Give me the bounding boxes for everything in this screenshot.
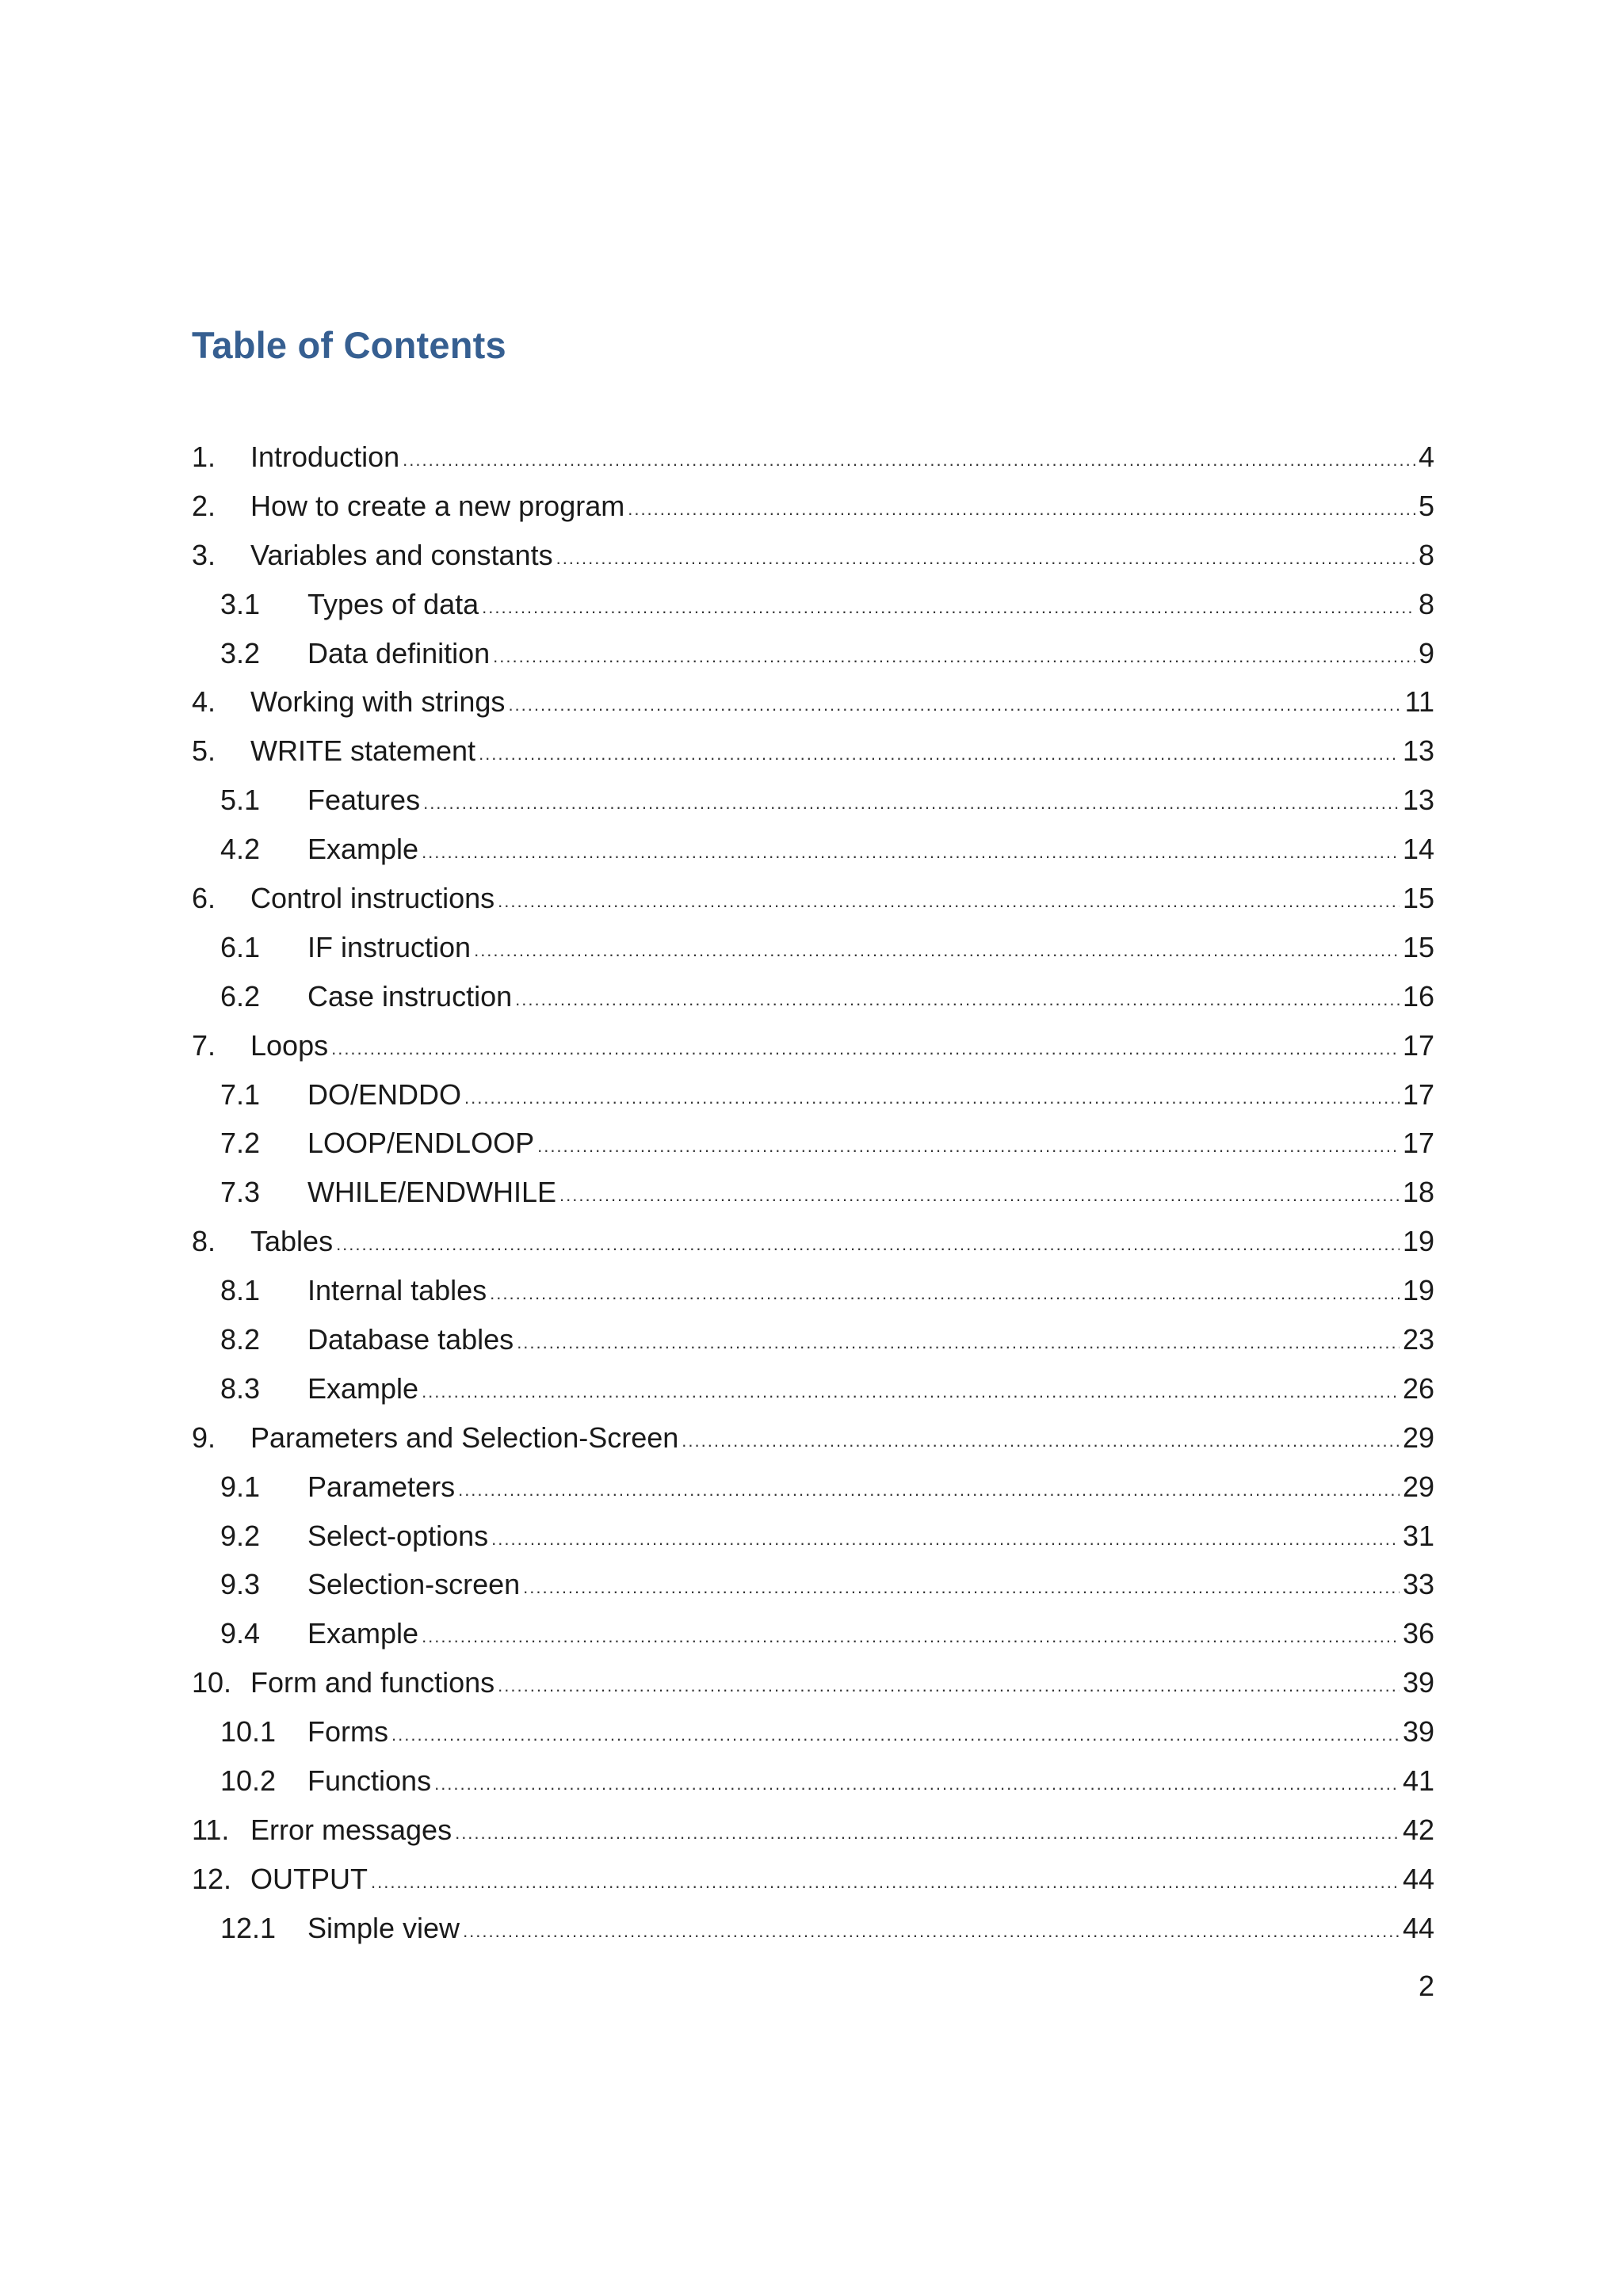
toc-entry-page: 33 (1402, 1568, 1434, 1601)
toc-entry[interactable] (192, 433, 1434, 482)
toc-dot-leader (491, 1515, 1400, 1564)
toc-entry-page: 29 (1402, 1470, 1434, 1503)
toc-entry-page: 41 (1402, 1764, 1434, 1798)
toc-entry-number: 8. (192, 1225, 216, 1258)
toc-entry-page: 5 (1418, 489, 1434, 522)
toc-entry-label: How to create a new program (250, 489, 625, 522)
toc-entry-page: 42 (1402, 1813, 1434, 1846)
toc-entry-label: Example (307, 833, 419, 866)
toc-entry-page: 23 (1402, 1323, 1434, 1356)
toc-entry[interactable] (192, 629, 1434, 678)
toc-entry[interactable] (192, 1904, 1434, 1953)
toc-dot-leader (482, 583, 1415, 632)
toc-entry-page: 14 (1402, 833, 1434, 866)
toc-dot-leader (331, 1024, 1400, 1074)
toc-entry[interactable] (192, 1463, 1434, 1512)
toc-entry-label: WRITE statement (250, 734, 476, 768)
toc-entry-number: 8.2 (220, 1323, 261, 1356)
toc-entry-label: Tables (250, 1225, 334, 1258)
toc-entry-number: 9.4 (220, 1617, 261, 1650)
toc-entry-number: 3.1 (220, 587, 261, 620)
toc-dot-leader (464, 1074, 1400, 1123)
toc-entry-page: 44 (1402, 1862, 1434, 1895)
toc-entry[interactable] (192, 1021, 1434, 1070)
toc-entry[interactable] (192, 874, 1434, 923)
toc-entry-page: 16 (1402, 979, 1434, 1013)
toc-dot-leader (517, 1318, 1400, 1367)
toc-entry-page: 17 (1402, 1077, 1434, 1111)
toc-entry-label: Case instruction (307, 979, 513, 1013)
toc-entry-label: Example (307, 1371, 419, 1405)
toc-entry-page: 19 (1402, 1225, 1434, 1258)
toc-dot-leader (508, 681, 1401, 730)
toc-entry-number: 12. (192, 1862, 232, 1895)
toc-dot-leader (458, 1466, 1400, 1515)
toc-entry[interactable] (192, 1070, 1434, 1119)
toc-dot-leader (336, 1220, 1400, 1269)
toc-dot-leader (422, 1612, 1400, 1661)
toc-entry[interactable] (192, 1855, 1434, 1904)
toc-entry-number: 2. (192, 489, 216, 522)
toc-dot-leader (423, 779, 1400, 828)
toc-entry[interactable] (192, 677, 1434, 727)
toc-entry[interactable] (192, 1217, 1434, 1266)
toc-entry-label: Types of data (307, 587, 479, 620)
toc-dot-leader (434, 1760, 1400, 1809)
toc-entry-label: Internal tables (307, 1274, 487, 1307)
toc-dot-leader (498, 877, 1400, 926)
toc-entry-page: 18 (1402, 1176, 1434, 1209)
toc-dot-leader (523, 1563, 1400, 1612)
toc-entry-page: 26 (1402, 1371, 1434, 1405)
toc-entry-number: 5.1 (220, 784, 261, 817)
toc-dot-leader (479, 730, 1400, 779)
toc-entry-label: Simple view (307, 1911, 460, 1944)
toc-dot-leader (493, 632, 1415, 681)
toc-entry[interactable] (192, 1658, 1434, 1707)
toc-entry-number: 12.1 (220, 1911, 277, 1944)
toc-entry-number: 9.2 (220, 1519, 261, 1552)
toc-entry-page: 8 (1418, 538, 1434, 571)
toc-entry-number: 5. (192, 734, 216, 768)
toc-entry-label: Selection-screen (307, 1568, 521, 1601)
toc-entry-label: Parameters (307, 1470, 456, 1503)
toc-dot-leader (455, 1809, 1400, 1858)
toc-entry-number: 10.2 (220, 1764, 277, 1798)
toc-dot-leader (474, 926, 1400, 975)
toc-entry-page: 13 (1402, 784, 1434, 817)
toc-entry-page: 15 (1402, 882, 1434, 915)
toc-entry-number: 9.3 (220, 1568, 261, 1601)
toc-entry[interactable] (192, 1707, 1434, 1756)
toc-entry-label: Functions (307, 1764, 432, 1798)
toc-entry-label: Error messages (250, 1813, 453, 1846)
toc-entry[interactable] (192, 1756, 1434, 1806)
toc-entry-label: Working with strings (250, 685, 506, 719)
toc-entry[interactable] (192, 727, 1434, 776)
toc-title: Table of Contents (192, 324, 506, 366)
toc-entry[interactable] (192, 972, 1434, 1021)
toc-dot-leader (628, 485, 1415, 534)
toc-entry-page: 19 (1402, 1274, 1434, 1307)
toc-entry-page: 36 (1402, 1617, 1434, 1650)
toc-entry-number: 7.2 (220, 1127, 261, 1160)
toc-entry-page: 39 (1402, 1666, 1434, 1699)
toc-entry-label: Data definition (307, 636, 491, 669)
toc-entry-label: Loops (250, 1028, 329, 1062)
toc-entry[interactable] (192, 580, 1434, 629)
toc-dot-leader (371, 1858, 1400, 1907)
toc-entry[interactable] (192, 1364, 1434, 1413)
toc-entry-label: OUTPUT (250, 1862, 368, 1895)
toc-entry-number: 3. (192, 538, 216, 571)
toc-dot-leader (422, 828, 1400, 877)
toc-entry-page: 4 (1418, 441, 1434, 473)
toc-entry-number: 7.1 (220, 1077, 261, 1111)
toc-entry-number: 6. (192, 882, 216, 915)
toc-entry[interactable] (192, 1168, 1434, 1217)
toc-entry-number: 9.1 (220, 1470, 261, 1503)
toc-entry-page: 8 (1418, 587, 1434, 620)
toc-dot-leader (556, 534, 1415, 583)
toc-entry-page: 31 (1402, 1519, 1434, 1552)
toc-entry-page: 39 (1402, 1715, 1434, 1749)
toc-entry-number: 4.2 (220, 833, 261, 866)
page-number: 2 (1418, 1970, 1434, 2002)
toc-entry[interactable] (192, 1266, 1434, 1315)
toc-entry-page: 11 (1404, 685, 1434, 719)
toc-entry-page: 44 (1402, 1911, 1434, 1944)
toc-entry-number: 1. (192, 441, 216, 473)
toc-dot-leader (422, 1367, 1400, 1417)
toc-entry[interactable] (192, 482, 1434, 531)
toc-entry-page: 17 (1402, 1127, 1434, 1160)
toc-dot-leader (537, 1122, 1400, 1171)
toc-entry-number: 8.1 (220, 1274, 261, 1307)
toc-entry-page: 13 (1402, 734, 1434, 768)
toc-entry-number: 3.2 (220, 636, 261, 669)
toc-entry[interactable] (192, 531, 1434, 580)
toc-entry-label: Database tables (307, 1323, 514, 1356)
toc-list (192, 433, 1434, 1953)
toc-entry[interactable] (192, 1512, 1434, 1561)
toc-dot-leader (403, 436, 1415, 485)
toc-entry[interactable] (192, 825, 1434, 874)
toc-entry-page: 15 (1402, 930, 1434, 963)
toc-entry-number: 10. (192, 1666, 232, 1699)
toc-entry-number: 11. (192, 1813, 230, 1846)
toc-entry-number: 7. (192, 1028, 216, 1062)
toc-dot-leader (490, 1269, 1400, 1318)
toc-dot-leader (515, 975, 1400, 1024)
toc-entry-number: 10.1 (220, 1715, 277, 1749)
toc-entry[interactable] (192, 1806, 1434, 1855)
toc-entry-label: Variables and constants (250, 538, 553, 571)
toc-entry-label: IF instruction (307, 930, 472, 963)
toc-entry-page: 9 (1418, 636, 1434, 669)
toc-entry[interactable] (192, 1609, 1434, 1658)
toc-entry-page: 17 (1402, 1028, 1434, 1062)
toc-dot-leader (559, 1171, 1400, 1220)
toc-dot-leader (391, 1711, 1400, 1760)
toc-entry-label: Select-options (307, 1519, 489, 1552)
toc-entry-number: 9. (192, 1421, 216, 1454)
toc-entry-number: 4. (192, 685, 216, 719)
toc-entry-label: Introduction (250, 441, 400, 473)
toc-entry-page: 29 (1402, 1421, 1434, 1454)
toc-entry[interactable] (192, 776, 1434, 825)
toc-dot-leader (498, 1661, 1400, 1711)
toc-entry-label: DO/ENDDO (307, 1077, 462, 1111)
toc-entry-label: Control instructions (250, 882, 495, 915)
toc-entry[interactable] (192, 1413, 1434, 1463)
toc-entry[interactable] (192, 1315, 1434, 1364)
toc-entry-label: LOOP/ENDLOOP (307, 1127, 535, 1160)
toc-entry-label: Example (307, 1617, 419, 1650)
toc-dot-leader (463, 1907, 1400, 1956)
toc-entry-label: Form and functions (250, 1666, 495, 1699)
toc-entry-label: Parameters and Selection-Screen (250, 1421, 679, 1454)
toc-entry-number: 6.2 (220, 979, 261, 1013)
toc-entry-number: 8.3 (220, 1371, 261, 1405)
toc-entry[interactable] (192, 1560, 1434, 1609)
toc-entry-number: 6.1 (220, 930, 261, 963)
toc-entry[interactable] (192, 923, 1434, 972)
toc-entry-number: 7.3 (220, 1176, 261, 1209)
toc-entry-label: Forms (307, 1715, 388, 1749)
toc-dot-leader (682, 1417, 1400, 1466)
toc-entry[interactable] (192, 1119, 1434, 1168)
toc-entry-label: WHILE/ENDWHILE (307, 1176, 557, 1209)
toc-entry-label: Features (307, 784, 421, 817)
